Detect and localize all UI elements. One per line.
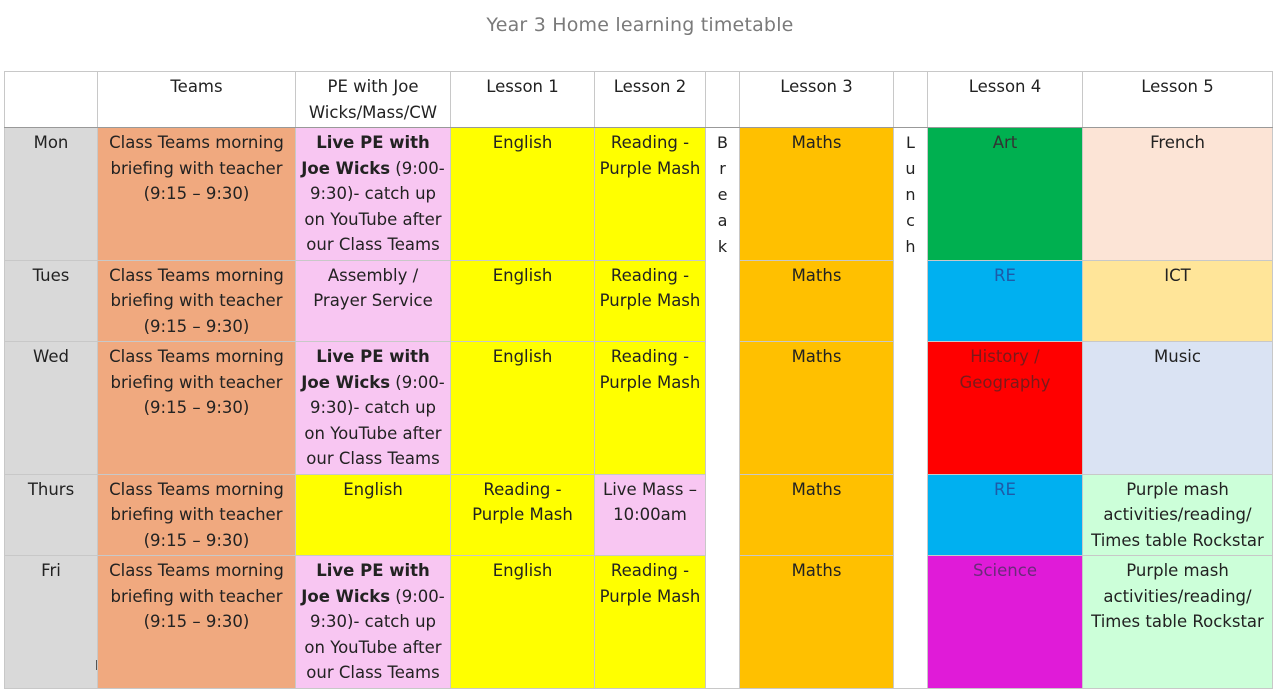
cell-lesson3-tues: Maths (740, 260, 894, 342)
cell-lesson4-thurs: RE (928, 474, 1083, 556)
cell-pe-fri (296, 556, 451, 689)
cell-lesson1-tues: English (451, 260, 595, 342)
cell-pe-tues: Assembly / Prayer Service (296, 260, 451, 342)
pe-rest-fri: (9:00-9:30)- catch up on YouTube after our Class Teams (304, 586, 445, 682)
page-title: Year 3 Home learning timetable (486, 14, 794, 36)
lunch-letter: c (906, 211, 915, 230)
header-lesson-5: Lesson 5 (1083, 72, 1273, 128)
cell-lesson1-thurs: Reading - Purple Mash (451, 474, 595, 556)
timetable (4, 71, 1273, 689)
cell-pe-mon (296, 128, 451, 261)
day-fri: Fri (5, 556, 98, 689)
cell-lesson2-wed: Reading - Purple Mash (595, 342, 706, 475)
row-wed (5, 342, 1273, 475)
cell-lesson3-thurs: Maths (740, 474, 894, 556)
text-cursor (96, 660, 97, 670)
header-pe: PE with Joe Wicks/Mass/CW (296, 72, 451, 128)
cell-lesson4-wed: History / Geography (928, 342, 1083, 475)
header-lesson-3: Lesson 3 (740, 72, 894, 128)
pe-rest-mon: (9:00-9:30)- catch up on YouTube after our Class Teams (304, 158, 445, 254)
cell-lesson5-tues: ICT (1083, 260, 1273, 342)
header-lesson-1: Lesson 1 (451, 72, 595, 128)
lunch-label (898, 130, 923, 260)
pe-rest-wed: (9:00-9:30)- catch up on YouTube after our Class Teams (304, 372, 445, 468)
cell-lesson2-mon: Reading - Purple Mash (595, 128, 706, 261)
header-lesson-4: Lesson 4 (928, 72, 1083, 128)
break-label (710, 130, 735, 260)
break-letter: B (717, 133, 728, 152)
row-tues (5, 260, 1273, 342)
day-tues: Tues (5, 260, 98, 342)
cell-lesson5-thurs: Purple mash activities/reading/ Times table Rockstar (1083, 474, 1273, 556)
cell-teams-tues: Class Teams morning briefing with teacher (9:15 – 9:30) (98, 260, 296, 342)
cell-lesson1-fri: English (451, 556, 595, 689)
row-mon (5, 128, 1273, 261)
row-fri (5, 556, 1273, 689)
lunch-letter: L (906, 133, 915, 152)
break-column (706, 128, 740, 689)
day-thurs: Thurs (5, 474, 98, 556)
cell-lesson5-wed: Music (1083, 342, 1273, 475)
cell-pe-wed (296, 342, 451, 475)
cell-lesson1-wed: English (451, 342, 595, 475)
header-break (706, 72, 740, 128)
cell-lesson4-tues: RE (928, 260, 1083, 342)
lunch-letter: u (905, 159, 916, 178)
cell-lesson1-mon: English (451, 128, 595, 261)
cell-teams-mon: Class Teams morning briefing with teacher (9:15 – 9:30) (98, 128, 296, 261)
cell-lesson2-fri: Reading - Purple Mash (595, 556, 706, 689)
lunch-column (894, 128, 928, 689)
lunch-letter: h (905, 237, 916, 256)
header-row (5, 72, 1273, 128)
cell-lesson2-tues: Reading - Purple Mash (595, 260, 706, 342)
cell-lesson4-fri: Science (928, 556, 1083, 689)
break-letter: a (717, 211, 728, 230)
header-lunch (894, 72, 928, 128)
cell-lesson5-mon: French (1083, 128, 1273, 261)
cell-lesson3-fri: Maths (740, 556, 894, 689)
cell-teams-thurs: Class Teams morning briefing with teacher (9:15 – 9:30) (98, 474, 296, 556)
pe-bold-wed: Live PE with Joe Wicks (301, 347, 430, 392)
pe-bold-mon: Live PE with Joe Wicks (301, 133, 430, 178)
cell-teams-fri: Class Teams morning briefing with teacher (9:15 – 9:30) (98, 556, 296, 689)
cell-lesson5-fri: Purple mash activities/reading/ Times table Rockstar (1083, 556, 1273, 689)
break-letter: r (719, 159, 726, 178)
header-corner (5, 72, 98, 128)
row-thurs (5, 474, 1273, 556)
day-mon: Mon (5, 128, 98, 261)
day-wed: Wed (5, 342, 98, 475)
cell-lesson3-wed: Maths (740, 342, 894, 475)
cell-pe-thurs: English (296, 474, 451, 556)
lunch-letter: n (905, 185, 916, 204)
header-teams: Teams (98, 72, 296, 128)
pe-bold-fri: Live PE with Joe Wicks (301, 561, 430, 606)
break-letter: k (717, 237, 728, 256)
cell-lesson3-mon: Maths (740, 128, 894, 261)
break-letter: e (717, 185, 728, 204)
cell-lesson2-thurs: Live Mass – 10:00am (595, 474, 706, 556)
cell-lesson4-mon: Art (928, 128, 1083, 261)
cell-teams-wed: Class Teams morning briefing with teacher (9:15 – 9:30) (98, 342, 296, 475)
header-lesson-2: Lesson 2 (595, 72, 706, 128)
